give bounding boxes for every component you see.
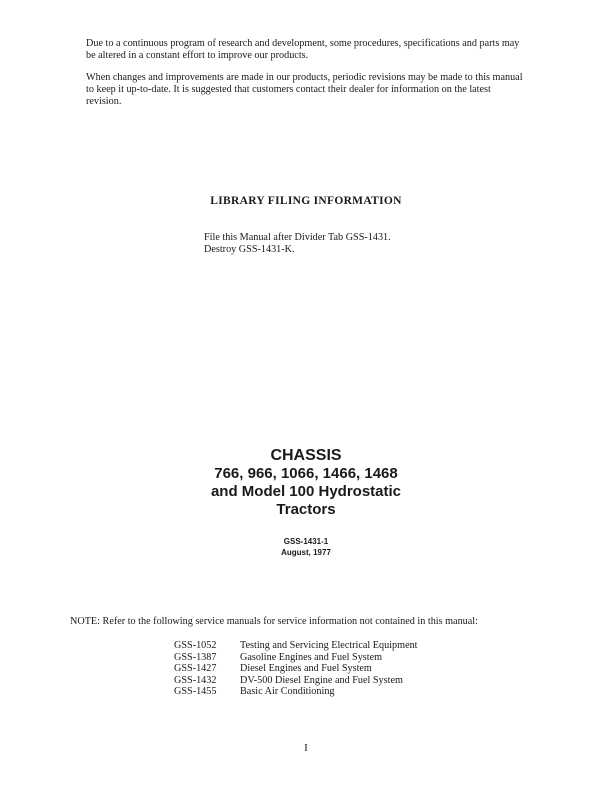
manual-list-code: GSS-1052	[174, 640, 217, 651]
manual-list-title: Gasoline Engines and Fuel System	[240, 651, 383, 663]
library-filing-line-2: Destroy GSS-1431-K.	[204, 244, 295, 255]
intro-paragraph-2: When changes and improvements are made in our products, periodic revisions may be made to this manual to keep it up-to-date. It is suggested that customers contact their dealer for information on the latest revision.	[86, 72, 523, 107]
manual-list-code: GSS-1427	[174, 663, 217, 674]
manual-meta	[0, 536, 612, 558]
page-number: I	[304, 742, 308, 754]
list-item	[174, 640, 418, 652]
title-line-4: Tractors	[276, 501, 336, 518]
manual-list-title: Basic Air Conditioning	[240, 686, 335, 697]
manual-code: GSS-1431-1	[283, 537, 329, 546]
intro-paragraph-1: Due to a continuous program of research and development, some procedures, specifications and parts may be altered in a constant effort to improve our products.	[86, 38, 520, 61]
manual-list-code: GSS-1387	[174, 651, 217, 663]
library-filing-heading: LIBRARY FILING INFORMATION	[210, 195, 402, 207]
manual-list-code: GSS-1432	[174, 674, 217, 686]
manual-list-title: DV-500 Diesel Engine and Fuel System	[240, 674, 403, 686]
list-item	[174, 686, 418, 698]
list-item	[174, 663, 418, 675]
manual-list	[174, 640, 418, 698]
title-line-2: 766, 966, 1066, 1466, 1468	[214, 465, 398, 482]
title-line-3: and Model 100 Hydrostatic	[210, 483, 402, 500]
list-item	[174, 652, 418, 664]
intro-text	[86, 38, 526, 118]
manual-list-title: Testing and Servicing Electrical Equipment	[240, 640, 418, 651]
manual-title	[0, 446, 612, 519]
title-line-1: CHASSIS	[270, 447, 342, 464]
note-text: NOTE: Refer to the following service manuals for service information not contained in this manual:	[70, 616, 478, 627]
library-filing-line-1: File this Manual after Divider Tab GSS-1431.	[204, 232, 391, 243]
list-item	[174, 675, 418, 687]
manual-list-title: Diesel Engines and Fuel System	[240, 663, 372, 674]
manual-date: August, 1977	[281, 548, 331, 557]
library-filing-lines	[204, 232, 391, 256]
manual-list-code: GSS-1455	[174, 686, 217, 697]
